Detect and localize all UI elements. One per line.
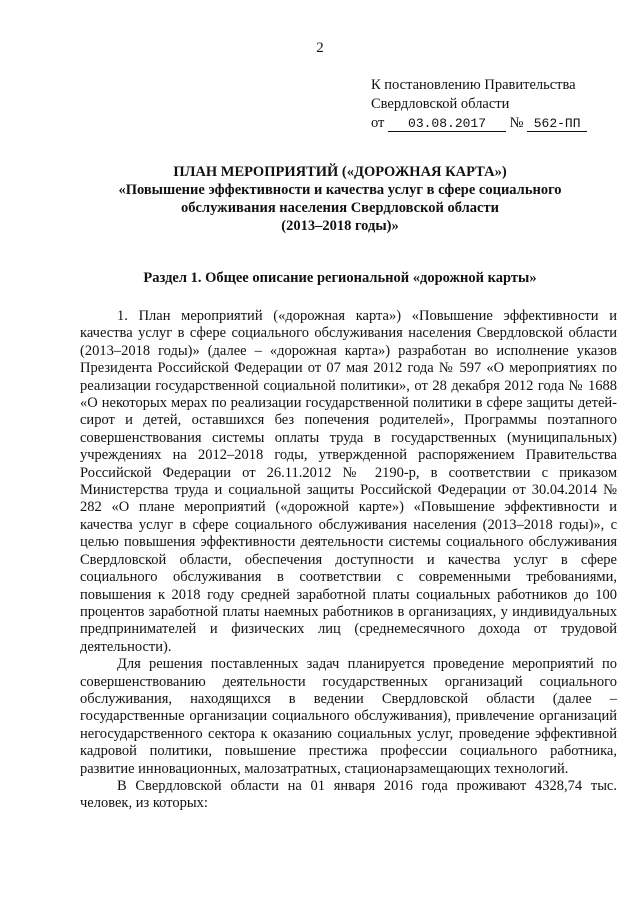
page-number: 2 (316, 40, 324, 56)
approval-number-label: № (509, 115, 524, 131)
paragraph: 1. План мероприятий («дорожная карта») «Повышение эффективности и качества услуг в сфере социального обслуживания населения Свердловской области (2013–2018 годы)» (далее – «дорожная карта») разработан во исполнение указов Президента Российской Федерации от 07 мая 2012 года № 597 «О мероприятиях по реализации государственной социальной политики», от 28 декабря 2012 года № 1688 «О некоторых мерах по реализации государственной политики в сфере защиты детей-сирот и детей, оставшихся без попечения родителей», Программы поэтапного совершенствования системы оплаты труда в государственных (муниципальных) учреждениях на 2012–2018 годы, утвержденной распоряжением Правительства Российской Федерации от 26.11.2012 № 2190-р, в соответствии с приказом Министерства труда и социальной защиты Российской Федерации от 30.04.2014 № 282 «О плане мероприятий («дорожной карте») «Повышение эффективности и качества услуг в сфере социального обслуживания населения (2013–2018 годы)», с целью повышения эффективности деятельности системы социального обслуживания Свердловской области, обеспечения доступности и качества услуг в сфере социального обслуживания в соответствии с современными требованиями, повышения к 2018 году средней заработной платы социальных работников до 100 процентов заработной платы наемных работников в организациях, у индивидуальных предпринимателей и физических лиц (среднемесячного дохода от трудовой деятельности). (80, 308, 617, 655)
paragraph: В Свердловской области на 01 января 2016 года проживают 4328,74 тыс. человек, из которых: (80, 777, 617, 812)
body-text (80, 308, 617, 813)
approval-line-1: К постановлению Правительства (371, 77, 576, 93)
approval-from-label: от (371, 115, 385, 131)
document-title (60, 163, 620, 235)
title-line-1: ПЛАН МЕРОПРИЯТИЙ («ДОРОЖНАЯ КАРТА») (173, 164, 507, 180)
approval-date-line (371, 114, 587, 133)
title-line-2: «Повышение эффективности и качества услуг в сфере социального (118, 182, 562, 198)
section-heading: Раздел 1. Общее описание региональной «дорожной карты» (143, 270, 537, 286)
paragraph: Для решения поставленных задач планируется проведение мероприятий по совершенствованию деятельности государственных организаций социального обслуживания, находящихся в ведении Свердловской области (далее – государственные организации социального обслуживания), привлечение организаций негосударственного сектора к оказанию социальных услуг, проведение эффективной кадровой политики, повышение престижа профессии социального работника, развитие инновационных, малозатратных, стационарзамещающих технологий. (80, 656, 617, 777)
approval-block (371, 76, 587, 133)
approval-number: 562-ПП (527, 116, 587, 132)
approval-date: 03.08.2017 (388, 116, 506, 132)
approval-line-2: Свердловской области (371, 96, 510, 112)
title-line-3: обслуживания населения Свердловской области (181, 200, 499, 216)
title-line-4: (2013–2018 годы)» (281, 218, 399, 234)
